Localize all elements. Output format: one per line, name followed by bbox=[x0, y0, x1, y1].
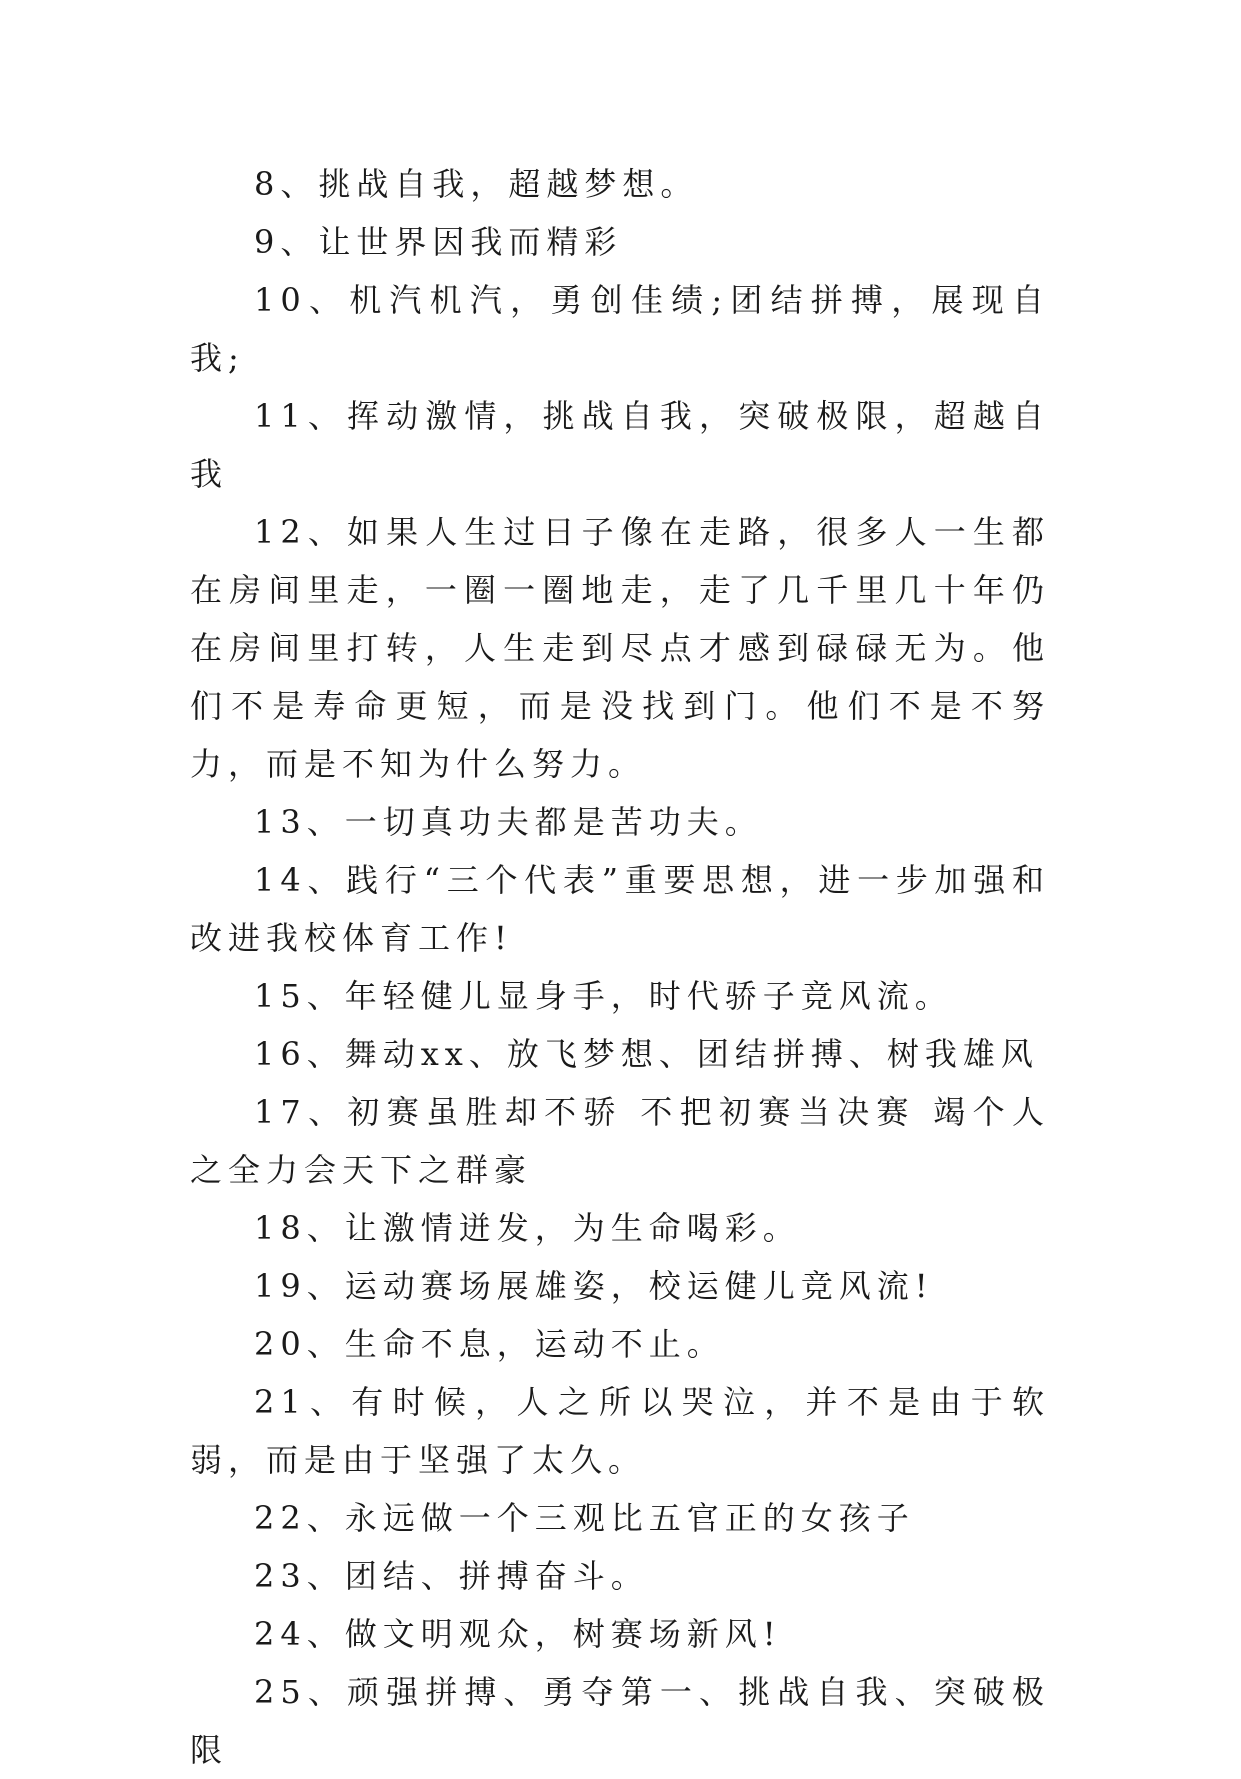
slogan-item-13: 13、一切真功夫都是苦功夫。 bbox=[254, 803, 763, 841]
slogan-item-9: 9、让世界因我而精彩 bbox=[254, 223, 623, 261]
slogan-item-24: 24、做文明观众，树赛场新风! bbox=[254, 1615, 782, 1653]
slogan-item-12: 12、如果人生过日子像在走路，很多人一生都在房间里走，一圈一圈地走，走了几千里几十年仍在房间里打转，人生走到尽点才感到碌碌无为。他们不是寿命更短，而是没找到门。他们不是不努力，而是不知为什么努力。 bbox=[190, 513, 1050, 783]
slogan-item-20: 20、生命不息，运动不止。 bbox=[254, 1325, 725, 1363]
slogan-item-21: 21、有时候，人之所以哭泣，并不是由于软弱，而是由于坚强了太久。 bbox=[190, 1383, 1050, 1479]
slogan-item-10: 10、机汽机汽，勇创佳绩;团结拼搏，展现自我; bbox=[190, 281, 1050, 377]
slogan-item-23: 23、团结、拼搏奋斗。 bbox=[254, 1557, 649, 1595]
slogan-item-17: 17、初赛虽胜却不骄 不把初赛当决赛 竭个人之全力会天下之群豪 bbox=[190, 1093, 1050, 1189]
slogan-item-15: 15、年轻健儿显身手，时代骄子竞风流。 bbox=[254, 977, 953, 1015]
slogan-item-14: 14、践行“三个代表”重要思想，进一步加强和改进我校体育工作! bbox=[190, 861, 1050, 957]
slogan-item-16: 16、舞动xx、放飞梦想、团结拼搏、树我雄风 bbox=[254, 1035, 1039, 1073]
document-body bbox=[190, 155, 1050, 1779]
slogan-item-18: 18、让激情迸发，为生命喝彩。 bbox=[254, 1209, 801, 1247]
slogan-item-25: 25、顽强拼搏、勇夺第一、挑战自我、突破极限 bbox=[190, 1673, 1050, 1769]
slogan-item-22: 22、永远做一个三观比五官正的女孩子 bbox=[254, 1499, 915, 1537]
slogan-item-19: 19、运动赛场展雄姿，校运健儿竞风流! bbox=[254, 1267, 934, 1305]
slogan-item-8: 8、挑战自我，超越梦想。 bbox=[254, 165, 699, 203]
slogan-item-11: 11、挥动激情，挑战自我，突破极限，超越自我 bbox=[190, 397, 1050, 493]
